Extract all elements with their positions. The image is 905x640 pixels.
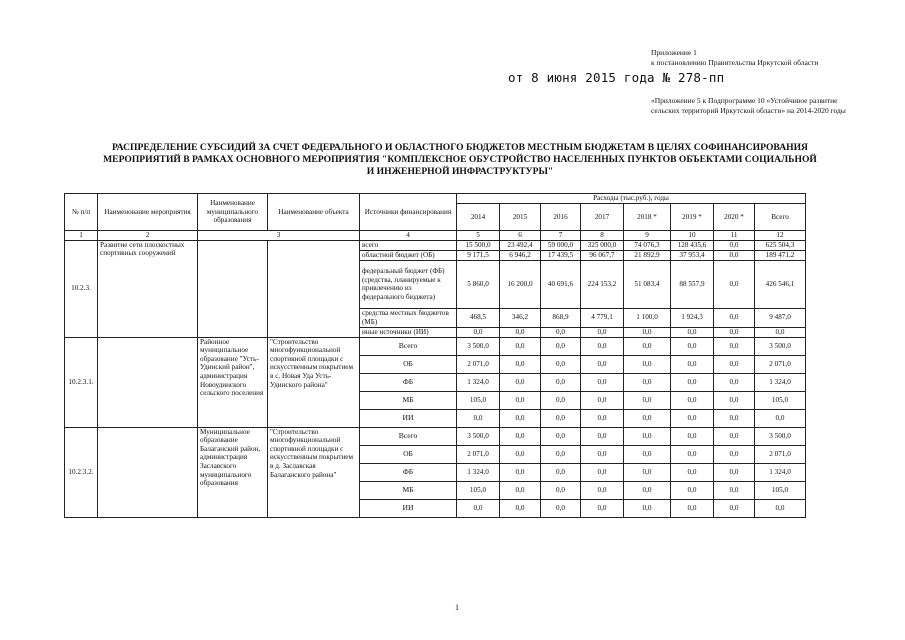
amount-cell: 9 171,5 (457, 250, 500, 260)
amount-cell: 0,0 (755, 499, 806, 517)
header-num: № п/п (65, 194, 98, 231)
amount-cell: 0,0 (541, 337, 581, 355)
amount-cell: 88 557,9 (671, 260, 714, 308)
header-row-1 (65, 194, 806, 204)
funding-source: всего (360, 240, 457, 250)
amount-cell: 105,0 (457, 391, 500, 409)
amount-cell: 1 324,0 (755, 463, 806, 481)
amount-cell: 0,0 (541, 481, 581, 499)
event-name (98, 337, 198, 427)
amount-cell: 37 953,4 (671, 250, 714, 260)
amount-cell: 0,0 (457, 499, 500, 517)
amount-cell: 9 487,0 (755, 308, 806, 327)
col-number: 6 (500, 231, 541, 241)
header-year: 2020 * (714, 204, 755, 231)
amount-cell: 40 691,6 (541, 260, 581, 308)
amount-cell: 1 324,0 (457, 463, 500, 481)
amount-cell: 105,0 (755, 481, 806, 499)
amount-cell: 0,0 (624, 373, 671, 391)
amount-cell: 0,0 (500, 445, 541, 463)
amount-cell: 0,0 (624, 499, 671, 517)
event-name: Развитие сети плоскостных спортивных сооружений (98, 240, 198, 337)
header-expenses: Расходы (тыс.руб.), годы (457, 194, 806, 204)
amount-cell: 2 071,0 (457, 355, 500, 373)
amount-cell: 96 067,7 (581, 250, 624, 260)
amount-cell: 0,0 (624, 445, 671, 463)
amount-cell: 0,0 (714, 499, 755, 517)
amount-cell: 0,0 (671, 327, 714, 337)
appendix-label: Приложение 1 (651, 48, 697, 57)
amount-cell: 0,0 (541, 409, 581, 427)
table-row (65, 337, 806, 355)
funding-source: иные источники (ИИ) (360, 327, 457, 337)
amount-cell: 0,0 (541, 327, 581, 337)
amount-cell: 0,0 (671, 373, 714, 391)
amount-cell: 0,0 (714, 327, 755, 337)
municipality-name: Районное муниципальное образование "Усть-Удинский район", администрация Новоудинского сельского поселения (198, 337, 268, 427)
col-number: 4 (360, 231, 457, 241)
amount-cell: 0,0 (581, 499, 624, 517)
amount-cell: 0,0 (581, 481, 624, 499)
table-row (65, 240, 806, 250)
col-number: 9 (624, 231, 671, 241)
amount-cell: 1 100,0 (624, 308, 671, 327)
amount-cell: 0,0 (500, 463, 541, 481)
header-year: 2015 (500, 204, 541, 231)
amount-cell: 2 071,0 (457, 445, 500, 463)
table-row (65, 427, 806, 445)
funding-source: федеральный бюджет (ФБ) (средства, планируемые к привлечению из федерального бюджета) (360, 260, 457, 308)
amount-cell: 0,0 (624, 391, 671, 409)
funding-source: средства местных бюджетов (МБ) (360, 308, 457, 327)
funding-source: областной бюджет (ОБ) (360, 250, 457, 260)
amount-cell: 0,0 (714, 463, 755, 481)
amount-cell: 0,0 (581, 427, 624, 445)
header-event: Наименование мероприятия (98, 194, 198, 231)
amount-cell: 0,0 (500, 481, 541, 499)
amount-cell: 0,0 (624, 327, 671, 337)
page-number: 1 (455, 603, 459, 612)
amount-cell: 74 076,3 (624, 240, 671, 250)
header-object: Наименование объекта (268, 194, 360, 231)
amount-cell: 325 000,0 (581, 240, 624, 250)
funding-source: ОБ (360, 355, 457, 373)
amount-cell: 0,0 (541, 373, 581, 391)
appendix-resolution: к постановлению Правительства Иркутской области (651, 58, 819, 67)
amount-cell: 0,0 (500, 427, 541, 445)
event-name (98, 427, 198, 517)
col-number: 10 (671, 231, 714, 241)
col-number: 5 (457, 231, 500, 241)
amount-cell: 59 000,0 (541, 240, 581, 250)
amount-cell: 0,0 (671, 481, 714, 499)
col-number: 8 (581, 231, 624, 241)
header-total: Всего (755, 204, 806, 231)
amount-cell: 346,2 (500, 308, 541, 327)
funding-source: Всего (360, 337, 457, 355)
amount-cell: 0,0 (755, 409, 806, 427)
col-number: 12 (755, 231, 806, 241)
funding-source: МБ (360, 481, 457, 499)
amount-cell: 0,0 (541, 427, 581, 445)
amount-cell: 0,0 (671, 409, 714, 427)
col-number: 2 (98, 231, 198, 241)
col-number: 3 (198, 231, 360, 241)
amount-cell: 0,0 (624, 463, 671, 481)
amount-cell: 868,9 (541, 308, 581, 327)
amount-cell: 105,0 (457, 481, 500, 499)
amount-cell: 0,0 (581, 373, 624, 391)
row-number: 10.2.3. (65, 240, 98, 337)
amount-cell: 0,0 (671, 445, 714, 463)
amount-cell: 0,0 (714, 445, 755, 463)
amount-cell: 0,0 (671, 427, 714, 445)
amount-cell: 3 500,0 (457, 427, 500, 445)
funding-source: МБ (360, 391, 457, 409)
amount-cell: 426 546,1 (755, 260, 806, 308)
amount-cell: 0,0 (457, 327, 500, 337)
object-name: "Строительство многофункциональной спортивной площадки с искусственным покрытием в д. Заславская Балаганского района" (268, 427, 360, 517)
amount-cell: 0,0 (714, 373, 755, 391)
amount-cell: 0,0 (714, 427, 755, 445)
header-year: 2019 * (671, 204, 714, 231)
amount-cell: 0,0 (500, 373, 541, 391)
amount-cell: 1 924,3 (671, 308, 714, 327)
amount-cell: 468,5 (457, 308, 500, 327)
amount-cell: 1 324,0 (457, 373, 500, 391)
header-year: 2018 * (624, 204, 671, 231)
program-note: «Приложение 5 к Подпрограмме 10 «Устойчивое развитие сельских территорий Иркутской области» на 2014-2020 годы (651, 96, 846, 115)
amount-cell: 0,0 (624, 355, 671, 373)
amount-cell: 0,0 (624, 409, 671, 427)
amount-cell: 0,0 (500, 499, 541, 517)
amount-cell: 0,0 (500, 355, 541, 373)
amount-cell: 0,0 (581, 445, 624, 463)
amount-cell: 15 500,0 (457, 240, 500, 250)
row-number: 10.2.3.2. (65, 427, 98, 517)
amount-cell: 0,0 (671, 391, 714, 409)
amount-cell: 23 492,4 (500, 240, 541, 250)
amount-cell: 51 083,4 (624, 260, 671, 308)
amount-cell: 0,0 (500, 337, 541, 355)
amount-cell: 0,0 (624, 337, 671, 355)
amount-cell: 16 200,0 (500, 260, 541, 308)
amount-cell: 0,0 (714, 409, 755, 427)
amount-cell: 5 860,0 (457, 260, 500, 308)
amount-cell: 0,0 (581, 337, 624, 355)
amount-cell: 0,0 (500, 409, 541, 427)
amount-cell: 0,0 (581, 463, 624, 481)
amount-cell: 0,0 (624, 427, 671, 445)
amount-cell: 189 471,2 (755, 250, 806, 260)
amount-cell: 3 500,0 (755, 337, 806, 355)
amount-cell: 0,0 (541, 445, 581, 463)
subsidy-table (64, 193, 806, 518)
municipality-name: Муниципальное образование Балаганский район, администрация Заславского муниципального образования (198, 427, 268, 517)
object-name (268, 240, 360, 337)
amount-cell: 0,0 (671, 355, 714, 373)
amount-cell: 17 439,5 (541, 250, 581, 260)
amount-cell: 0,0 (755, 327, 806, 337)
funding-source: Всего (360, 427, 457, 445)
amount-cell: 0,0 (714, 260, 755, 308)
col-number: 1 (65, 231, 98, 241)
amount-cell: 105,0 (755, 391, 806, 409)
funding-source: ФБ (360, 463, 457, 481)
amount-cell: 0,0 (671, 463, 714, 481)
amount-cell: 0,0 (457, 409, 500, 427)
header-year: 2017 (581, 204, 624, 231)
funding-source: ОБ (360, 445, 457, 463)
amount-cell: 0,0 (714, 481, 755, 499)
amount-cell: 21 892,9 (624, 250, 671, 260)
header-year: 2016 (541, 204, 581, 231)
header-year: 2014 (457, 204, 500, 231)
amount-cell: 0,0 (714, 250, 755, 260)
column-number-row (65, 231, 806, 241)
amount-cell: 1 324,0 (755, 373, 806, 391)
amount-cell: 0,0 (671, 499, 714, 517)
amount-cell: 0,0 (541, 499, 581, 517)
amount-cell: 0,0 (714, 355, 755, 373)
municipality-name (198, 240, 268, 337)
amount-cell: 224 153,2 (581, 260, 624, 308)
funding-source: ИИ (360, 499, 457, 517)
amount-cell: 3 500,0 (755, 427, 806, 445)
object-name: "Строительство многофункциональной спортивной площадки с искусственным покрытием в с. Новая Уда Усть-Удинского района" (268, 337, 360, 427)
row-number: 10.2.3.1. (65, 337, 98, 427)
amount-cell: 4 779,1 (581, 308, 624, 327)
col-number: 11 (714, 231, 755, 241)
amount-cell: 625 504,3 (755, 240, 806, 250)
header-sources: Источники финансирования (360, 194, 457, 231)
order-stamp: от 8 июня 2015 года № 278-пп (508, 70, 725, 85)
amount-cell: 0,0 (714, 391, 755, 409)
funding-source: ФБ (360, 373, 457, 391)
amount-cell: 0,0 (581, 355, 624, 373)
col-number: 7 (541, 231, 581, 241)
document-title: РАСПРЕДЕЛЕНИЕ СУБСИДИЙ ЗА СЧЕТ ФЕДЕРАЛЬНОГО И ОБЛАСТНОГО БЮДЖЕТОВ МЕСТНЫМ БЮДЖЕТАМ В ЦЕЛЯХ СОФИНАНСИРОВАНИЯ МЕРОПРИЯТИЙ В РАМКАХ ОСНОВНОГО МЕРОПРИЯТИЯ "КОМПЛЕКСНОЕ ОБУСТРОЙСТВО НАСЕЛЕННЫХ ПУНКТОВ ОБЪЕКТАМИ СОЦИАЛЬНОЙ И ИНЖЕНЕРНОЙ ИНФРАСТРУКТУРЫ" (103, 142, 817, 177)
amount-cell: 0,0 (581, 391, 624, 409)
amount-cell: 0,0 (541, 463, 581, 481)
header-municipality: Наименование муниципального образования (198, 194, 268, 231)
amount-cell: 0,0 (581, 409, 624, 427)
amount-cell: 0,0 (541, 355, 581, 373)
amount-cell: 6 946,2 (500, 250, 541, 260)
amount-cell: 0,0 (541, 391, 581, 409)
amount-cell: 2 071,0 (755, 445, 806, 463)
funding-source: ИИ (360, 409, 457, 427)
amount-cell: 0,0 (500, 327, 541, 337)
amount-cell: 3 500,0 (457, 337, 500, 355)
amount-cell: 0,0 (714, 337, 755, 355)
amount-cell: 0,0 (714, 308, 755, 327)
amount-cell: 0,0 (581, 327, 624, 337)
amount-cell: 128 435,6 (671, 240, 714, 250)
amount-cell: 2 071,0 (755, 355, 806, 373)
amount-cell: 0,0 (714, 240, 755, 250)
amount-cell: 0,0 (500, 391, 541, 409)
amount-cell: 0,0 (624, 481, 671, 499)
amount-cell: 0,0 (671, 337, 714, 355)
